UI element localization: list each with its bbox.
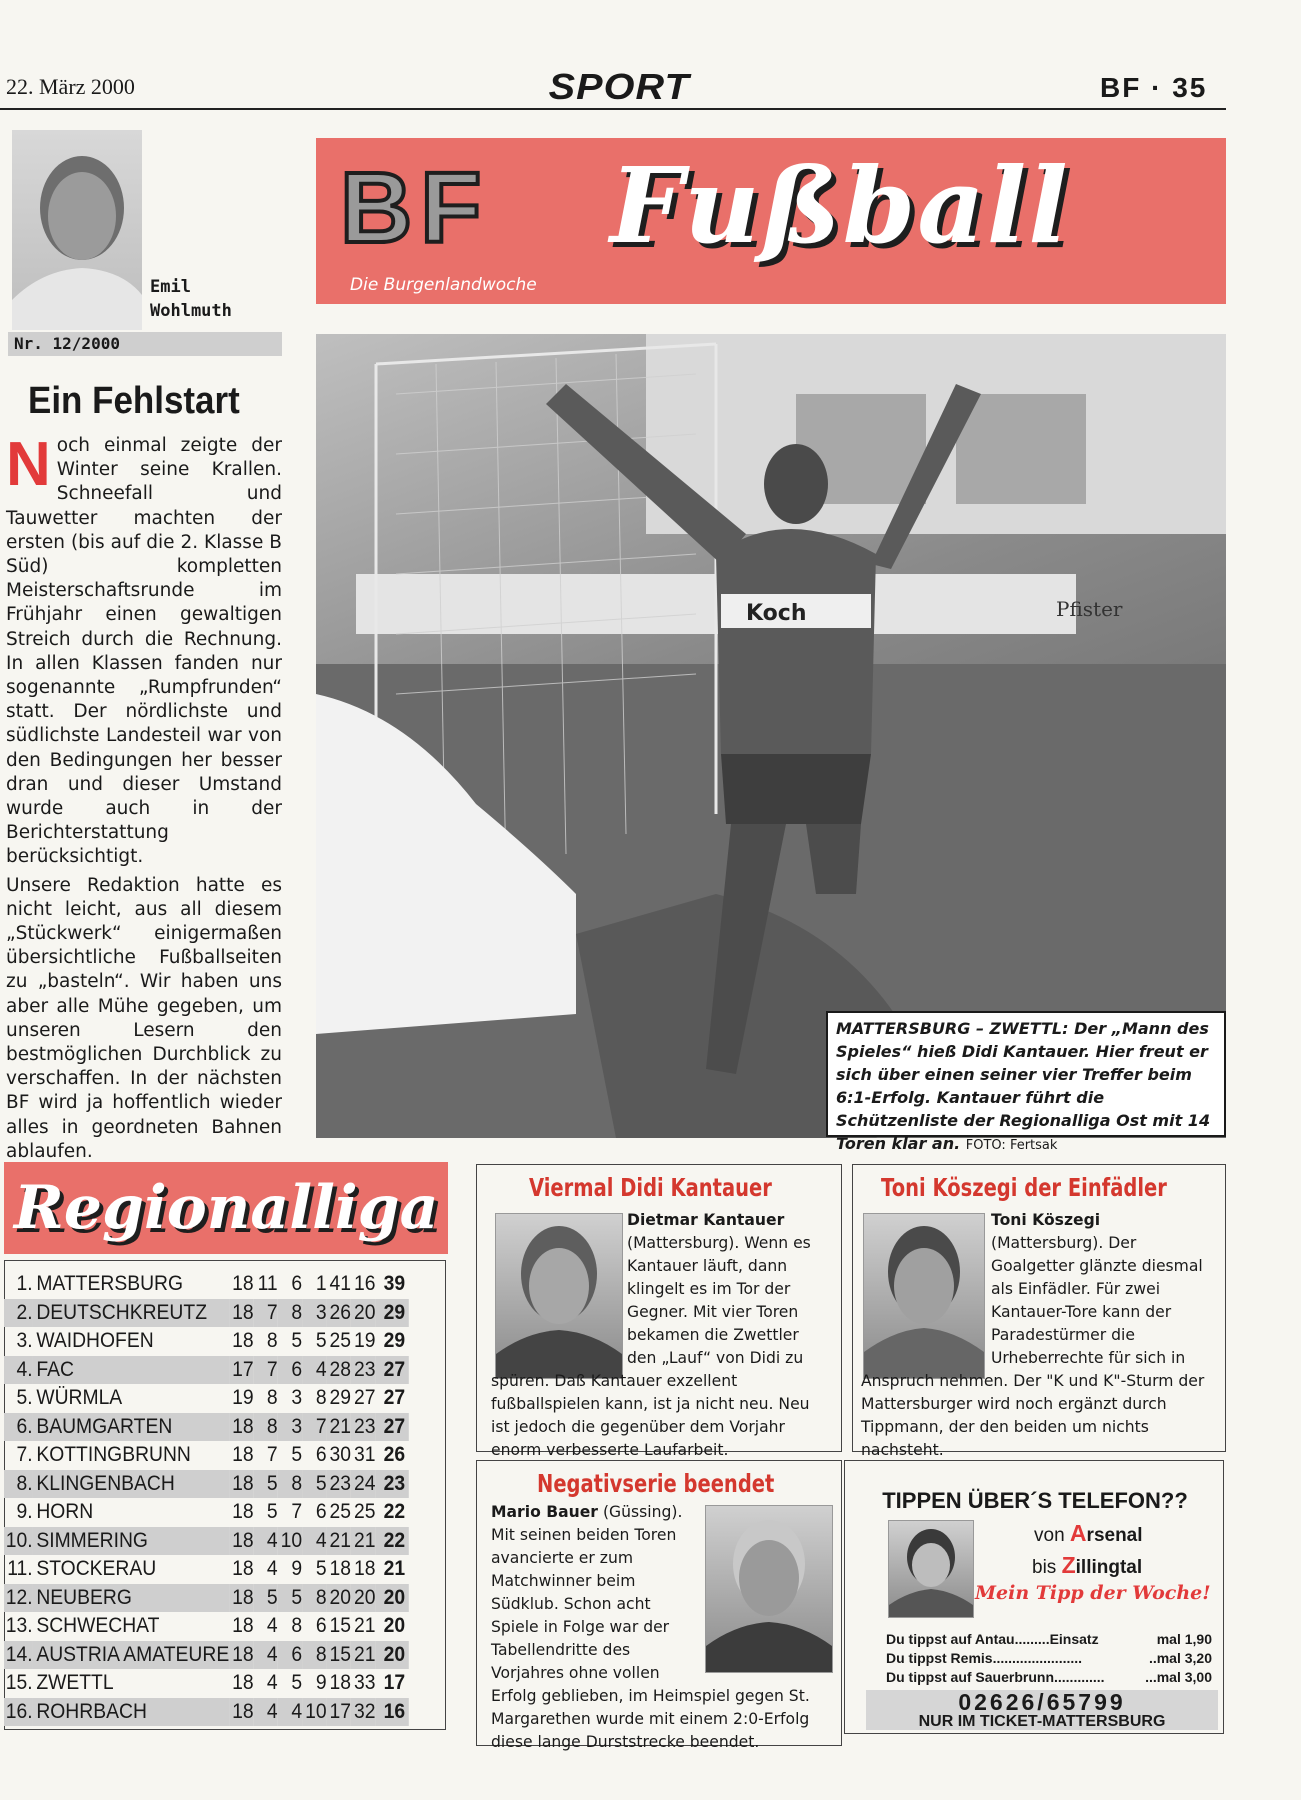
photo-spacer — [861, 1209, 991, 1369]
story-koszegi-name: Toni Köszegi — [991, 1211, 1101, 1229]
table-cell-draws: 6 — [278, 1356, 302, 1385]
table-cell-goals-for: 41 — [329, 1272, 352, 1296]
table-cell-goals-for: 26 — [327, 1299, 351, 1328]
photo-spacer — [491, 1209, 627, 1369]
author-name — [150, 275, 232, 323]
table-cell-team-name: DEUTSCHKREUTZ — [33, 1299, 230, 1328]
table-cell-wins: 5 — [254, 1470, 278, 1499]
table-cell-losses: 5 — [302, 1470, 326, 1499]
table-cell-draws: 8 — [291, 1614, 303, 1638]
table-cell-losses: 4 — [302, 1527, 326, 1556]
table-cell-team-name: WÜRMLA — [36, 1386, 123, 1410]
table-cell-played: 18 — [229, 1527, 253, 1556]
story-kantauer-name: Dietmar Kantauer — [627, 1211, 785, 1229]
page-number: BF · 35 — [1100, 72, 1208, 103]
table-cell-rank: 8. — [4, 1470, 33, 1499]
odds-value: ..mal 3,20 — [1148, 1650, 1212, 1666]
table-cell-goals-against: 27 — [354, 1386, 376, 1410]
table-cell-team-name: WAIDHOFEN — [36, 1329, 154, 1353]
tipp-from — [1034, 1520, 1143, 1547]
table-cell-wins: 7 — [254, 1299, 278, 1328]
banner-subtitle: Die Burgenlandwoche — [350, 275, 537, 295]
table-cell-draws: 6 — [291, 1272, 303, 1296]
table-row — [4, 1498, 409, 1527]
table-cell-played: 18 — [229, 1470, 253, 1499]
table-cell-goals-against: 21 — [351, 1641, 375, 1670]
table-cell-points: 39 — [383, 1272, 406, 1296]
table-row — [4, 1669, 409, 1698]
table-row — [4, 1413, 409, 1442]
table-cell-played: 18 — [232, 1329, 254, 1353]
table-cell-played: 18 — [232, 1443, 254, 1467]
table-cell-wins: 8 — [254, 1413, 278, 1442]
table-cell-played: 18 — [232, 1272, 254, 1296]
story-kantauer-body: (Mattersburg). Wenn es Kantauer läuft, dann klingelt es im Tor der Gegner. Mit vier Toren bekamen die Zwettler den „Lauf“ von Didi zu spüren. Daß Kantauer exzellent fußballspielen kann, ist ja nicht neu. Neu ist jedoch die gegenüber dem Vorjahr enorm verbesserte Laufarbeit. — [491, 1234, 811, 1459]
story-kantauer — [476, 1164, 842, 1459]
column-paragraph-1-text: och einmal zeigte der Winter seine Krallen. Schneefall und Tauwetter machten der ersten (bis auf die 2. Klasse B Süd) kompletten Meisterschaftsrunde im Frühjahr einen gewaltigen Streich durch die Rechnung. In allen Klassen fanden nur sogenannte „Rumpfrunden“ statt. Der nördlichste und südlichste Landesteil war von den Bedingungen her besser dran und dieser Umstand wurde auch in der Berichterstattung berücksichtigt. — [6, 435, 282, 868]
story-bauer — [476, 1460, 842, 1751]
header-rule — [0, 108, 1226, 110]
table-cell-draws: 3 — [278, 1413, 302, 1442]
table-cell-losses: 3 — [302, 1299, 326, 1328]
table-cell-points: 23 — [375, 1470, 408, 1499]
table-cell-played: 18 — [229, 1413, 253, 1442]
table-cell-losses: 6 — [315, 1443, 327, 1467]
table-cell-rank: 9. — [16, 1500, 33, 1524]
table-cell-draws: 8 — [278, 1470, 302, 1499]
table-cell-losses: 8 — [315, 1386, 327, 1410]
table-cell-team-name: KOTTINGBRUNN — [36, 1443, 191, 1467]
story-koszegi-text — [861, 1209, 1217, 1462]
author-photo — [12, 130, 142, 330]
table-cell-points: 22 — [375, 1527, 408, 1556]
table-row — [4, 1698, 409, 1727]
table-cell-goals-against: 20 — [351, 1299, 375, 1328]
table-cell-goals-for: 15 — [327, 1641, 351, 1670]
table-cell-points: 29 — [383, 1329, 406, 1353]
table-cell-points: 26 — [383, 1443, 406, 1467]
table-cell-rank: 13. — [5, 1614, 33, 1638]
table-cell-team-name: BAUMGARTEN — [33, 1413, 230, 1442]
table-cell-rank: 15. — [5, 1671, 33, 1695]
table-cell-rank: 3. — [16, 1329, 33, 1353]
table-cell-draws: 4 — [278, 1698, 302, 1727]
story-koszegi-headline: Toni Köszegi der Einfädler — [881, 1173, 1167, 1202]
table-cell-losses: 1 — [315, 1272, 327, 1296]
table-row — [4, 1384, 409, 1413]
table-cell-points: 20 — [375, 1641, 408, 1670]
odds-row — [886, 1630, 1212, 1649]
story-kantauer-text — [491, 1209, 833, 1462]
table-cell-draws: 5 — [278, 1584, 302, 1613]
banner-title: Fußball — [610, 144, 1070, 267]
table-cell-losses: 5 — [315, 1329, 327, 1353]
tipp-odds — [886, 1630, 1212, 1687]
table-row — [4, 1470, 409, 1499]
table-cell-wins: 7 — [254, 1356, 278, 1385]
table-cell-goals-against: 18 — [354, 1557, 376, 1581]
table-cell-team-name: STOCKERAU — [36, 1557, 157, 1581]
tipp-script: Mein Tipp der Woche! — [975, 1582, 1211, 1604]
author-portrait-icon — [12, 130, 142, 330]
ticket-info: NUR IM TICKET-MATTERSBURG — [918, 1713, 1166, 1730]
table-cell-points: 22 — [383, 1500, 406, 1524]
table-cell-losses: 8 — [302, 1584, 326, 1613]
odds-value: ...mal 3,00 — [1145, 1669, 1212, 1685]
odds-value: mal 1,90 — [1156, 1631, 1212, 1647]
column-paragraph-2: Unsere Redaktion hatte es nicht leicht, aus all diesem „Stückwerk“ einigermaßen übersichtliche Fußballseiten zu „basteln“. Wir haben uns aber alle Mühe gegeben, um unseren Lesern den bestmöglichen Durchblick zu verschaffen. In der nächsten BF wird ja hoffentlich wieder alles in geordneten Bahnen ablaufen. — [6, 874, 282, 1162]
caption-text: MATTERSBURG – ZWETTL: Der „Mann des Spieles“ hieß Didi Kantauer. Hier freut er sich über einen seiner vier Treffer beim 6:1-Erfolg. Kantauer führt die Schützenliste der Regionalliga Ost mit 14 Toren klar an. — [836, 1019, 1211, 1153]
table-cell-losses: 10 — [302, 1698, 326, 1727]
table-cell-wins: 4 — [254, 1527, 278, 1556]
table-cell-wins: 4 — [254, 1698, 278, 1727]
table-cell-goals-against: 25 — [354, 1500, 376, 1524]
advert-sign-text: Pfister — [1056, 597, 1123, 621]
author-first-name: Emil — [150, 277, 191, 297]
story-koszegi-body: (Mattersburg). Der Goalgetter glänzte diesmal als Einfädler. Für zwei Kantauer-Tore kann der Paradestürmer die Urheberrechte für sich in Anspruch nehmen. Der "K und K"-Sturm der Mattersburger wird noch ergänzt durch Tippmann, der den beiden um nichts nachsteht. — [861, 1234, 1205, 1459]
odds-label: Du tippst auf Antau.........Einsatz — [886, 1631, 1099, 1647]
table-cell-played: 18 — [229, 1584, 253, 1613]
table-cell-played: 18 — [232, 1557, 254, 1581]
column-title: Ein Fehlstart — [28, 380, 240, 422]
author-last-name: Wohlmuth — [150, 301, 232, 321]
tipp-to-rest: illingtal — [1075, 1557, 1143, 1578]
table-cell-points: 16 — [375, 1698, 408, 1727]
table-cell-points: 29 — [375, 1299, 408, 1328]
table-cell-goals-for: 18 — [329, 1557, 352, 1581]
column-body — [6, 430, 282, 1168]
table-row — [4, 1527, 409, 1556]
table-cell-goals-for: 21 — [327, 1527, 351, 1556]
table-cell-team-name: HORN — [36, 1500, 94, 1524]
table-cell-draws: 9 — [291, 1557, 303, 1581]
photo-credit: FOTO: Fertsak — [965, 1138, 1058, 1153]
table-cell-wins: 5 — [254, 1584, 278, 1613]
story-bauer-name: Mario Bauer — [491, 1503, 598, 1521]
table-cell-rank: 4. — [4, 1356, 33, 1385]
table-cell-played: 19 — [232, 1386, 254, 1410]
story-bauer-body: (Güssing). Mit seinen beiden Toren avancierte er zum Matchwinner beim Südklub. Schon acht Spiele in Folge war der Tabellendritte des Vorjahres ohne vollen Erfolg geblieben, im Heimspiel gegen St. Margarethen wurde mit einem 2:0-Erfolg diese lange Durststrecke beendet. — [491, 1503, 810, 1751]
table-row — [4, 1555, 409, 1584]
table-cell-wins: 11 — [257, 1272, 278, 1296]
story-koszegi — [852, 1164, 1226, 1459]
table-cell-team-name: SCHWECHAT — [36, 1614, 160, 1638]
table-cell-wins: 8 — [266, 1329, 278, 1353]
table-cell-losses: 9 — [315, 1671, 327, 1695]
table-cell-losses: 6 — [315, 1614, 327, 1638]
table-row — [4, 1299, 409, 1328]
phone-number: 02626/65799 — [958, 1689, 1126, 1715]
table-cell-team-name: ROHRBACH — [33, 1698, 230, 1727]
table-cell-goals-for: 18 — [329, 1671, 352, 1695]
table-cell-rank: 7. — [16, 1443, 33, 1467]
issue-date: 22. März 2000 — [6, 74, 135, 99]
table-row — [4, 1612, 409, 1641]
table-cell-losses: 8 — [302, 1641, 326, 1670]
tipp-bis: bis — [1032, 1557, 1057, 1578]
table-cell-draws: 5 — [291, 1329, 303, 1353]
table-cell-goals-for: 21 — [327, 1413, 351, 1442]
table-cell-draws: 8 — [278, 1299, 302, 1328]
story-kantauer-headline: Viermal Didi Kantauer — [529, 1173, 772, 1202]
table-cell-rank: 1. — [16, 1272, 33, 1296]
table-cell-goals-for: 25 — [329, 1500, 352, 1524]
odds-label: Du tippst Remis....................... — [886, 1650, 1083, 1666]
table-cell-played: 18 — [232, 1500, 254, 1524]
table-cell-losses: 7 — [302, 1413, 326, 1442]
table-cell-points: 27 — [375, 1413, 408, 1442]
table-cell-draws: 3 — [291, 1386, 303, 1410]
table-cell-rank: 11. — [7, 1557, 33, 1581]
table-cell-played: 18 — [229, 1641, 253, 1670]
tipp-from-initial: A — [1069, 1520, 1087, 1546]
section-title: SPORT — [548, 66, 690, 107]
tipp-von: von — [1034, 1525, 1065, 1546]
story-bauer-headline: Negativserie beendet — [537, 1469, 775, 1498]
table-cell-points: 17 — [383, 1671, 406, 1695]
league-table — [4, 1270, 409, 1726]
table-cell-draws: 5 — [291, 1671, 303, 1695]
phone-box — [866, 1690, 1218, 1730]
table-row — [4, 1584, 409, 1613]
table-cell-played: 18 — [229, 1299, 253, 1328]
photo-spacer — [701, 1501, 833, 1671]
photo-caption — [826, 1011, 1226, 1153]
table-cell-draws: 6 — [278, 1641, 302, 1670]
table-cell-wins: 4 — [266, 1671, 278, 1695]
table-cell-losses: 4 — [302, 1356, 326, 1385]
table-cell-rank: 14. — [4, 1641, 33, 1670]
table-cell-goals-against: 23 — [351, 1413, 375, 1442]
table-cell-team-name: MATTERSBURG — [36, 1272, 184, 1296]
table-cell-losses: 5 — [315, 1557, 327, 1581]
table-cell-goals-against: 23 — [351, 1356, 375, 1385]
table-cell-goals-against: 24 — [351, 1470, 375, 1499]
column-paragraph-1 — [6, 430, 282, 870]
tipp-to — [1032, 1552, 1142, 1579]
table-cell-rank: 6. — [4, 1413, 33, 1442]
odds-row — [886, 1668, 1212, 1687]
table-cell-goals-against: 21 — [351, 1527, 375, 1556]
table-cell-draws: 7 — [291, 1500, 303, 1524]
table-cell-goals-for: 23 — [327, 1470, 351, 1499]
table-row — [4, 1356, 409, 1385]
table-cell-goals-for: 29 — [329, 1386, 352, 1410]
issue-number: Nr. 12/2000 — [8, 332, 282, 356]
jersey-sponsor-text: Koch — [746, 601, 807, 626]
table-row — [4, 1441, 409, 1470]
table-cell-wins: 7 — [266, 1443, 278, 1467]
tipp-to-initial: Z — [1061, 1552, 1076, 1578]
table-row — [4, 1270, 409, 1299]
table-cell-goals-against: 31 — [354, 1443, 376, 1467]
table-row — [4, 1327, 409, 1356]
table-cell-rank: 2. — [4, 1299, 33, 1328]
bf-logo: BF — [340, 152, 490, 264]
table-cell-goals-against: 19 — [354, 1329, 376, 1353]
table-cell-points: 20 — [383, 1614, 406, 1638]
tipp-portrait — [888, 1520, 974, 1618]
drop-cap: N — [6, 430, 51, 499]
table-cell-team-name: NEUBERG — [33, 1584, 230, 1613]
table-cell-goals-against: 21 — [354, 1614, 376, 1638]
table-cell-rank: 5. — [16, 1386, 33, 1410]
table-cell-points: 27 — [375, 1356, 408, 1385]
table-cell-wins: 4 — [254, 1641, 278, 1670]
table-row — [4, 1641, 409, 1670]
table-cell-goals-against: 32 — [351, 1698, 375, 1727]
table-cell-goals-against: 33 — [354, 1671, 376, 1695]
table-cell-draws: 10 — [278, 1527, 302, 1556]
table-cell-played: 18 — [232, 1671, 254, 1695]
tipp-portrait-icon — [889, 1521, 973, 1617]
table-cell-goals-for: 28 — [327, 1356, 351, 1385]
table-cell-wins: 4 — [266, 1557, 278, 1581]
table-cell-rank: 10. — [4, 1527, 33, 1556]
table-cell-team-name: ZWETTL — [36, 1671, 114, 1695]
tipp-title: TIPPEN ÜBER´S TELEFON?? — [882, 1488, 1188, 1513]
table-cell-wins: 5 — [266, 1500, 278, 1524]
table-cell-goals-for: 20 — [327, 1584, 351, 1613]
table-cell-goals-against: 16 — [354, 1272, 376, 1296]
story-bauer-text — [491, 1501, 833, 1754]
table-cell-goals-for: 17 — [327, 1698, 351, 1727]
table-cell-points: 20 — [375, 1584, 408, 1613]
table-cell-points: 27 — [383, 1386, 406, 1410]
table-cell-played: 17 — [229, 1356, 253, 1385]
table-cell-rank: 12. — [4, 1584, 33, 1613]
odds-row — [886, 1649, 1212, 1668]
table-cell-team-name: AUSTRIA AMATEURE — [33, 1641, 230, 1670]
table-cell-team-name: FAC — [33, 1356, 230, 1385]
table-cell-goals-for: 30 — [329, 1443, 352, 1467]
table-cell-wins: 8 — [266, 1386, 278, 1410]
table-cell-wins: 4 — [266, 1614, 278, 1638]
odds-label: Du tippst auf Sauerbrunn............. — [886, 1669, 1105, 1685]
table-cell-goals-against: 20 — [351, 1584, 375, 1613]
table-cell-goals-for: 25 — [329, 1329, 352, 1353]
table-cell-losses: 6 — [315, 1500, 327, 1524]
table-cell-played: 18 — [232, 1614, 254, 1638]
table-cell-team-name: KLINGENBACH — [33, 1470, 230, 1499]
tipp-from-rest: rsenal — [1086, 1525, 1143, 1546]
table-cell-rank: 16. — [4, 1698, 33, 1727]
table-cell-points: 21 — [383, 1557, 406, 1581]
table-cell-played: 18 — [229, 1698, 253, 1727]
table-cell-team-name: SIMMERING — [33, 1527, 230, 1556]
table-cell-draws: 5 — [291, 1443, 303, 1467]
table-cell-goals-for: 15 — [329, 1614, 352, 1638]
regionalliga-title: Regionalliga — [14, 1173, 439, 1243]
